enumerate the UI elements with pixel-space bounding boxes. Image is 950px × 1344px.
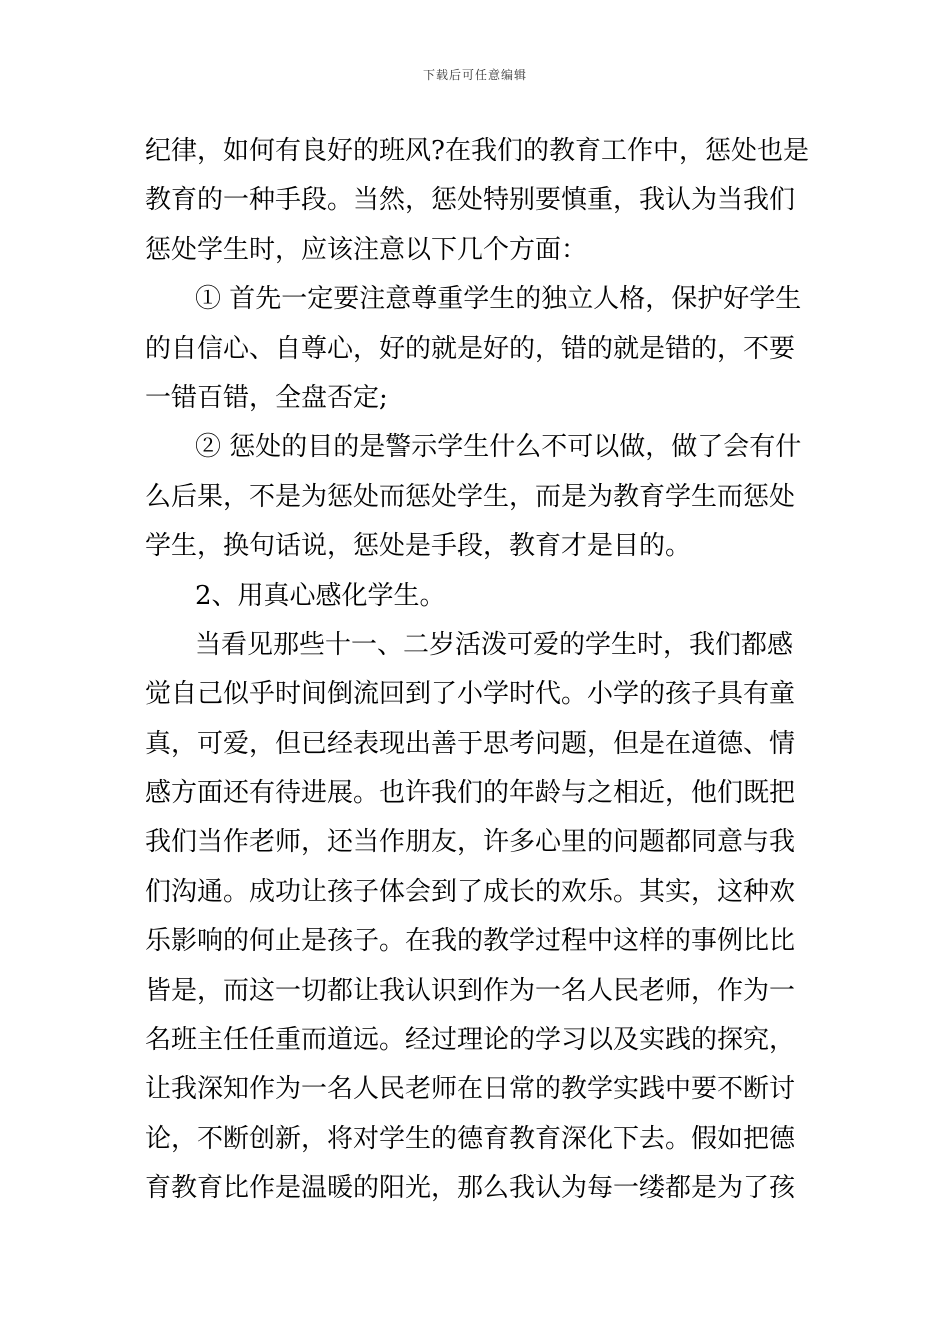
text-line: 乐影响的何止是孩子。在我的教学过程中这样的事例比比 (145, 926, 796, 957)
text-line: ② 惩处的目的是警示学生什么不可以做，做了会有什 (195, 432, 802, 463)
text-line: 皆是，而这一切都让我认识到作为一名人民老师，作为一 (145, 975, 796, 1006)
text-line: 让我深知作为一名人民老师在日常的教学实践中要不断讨 (145, 1074, 796, 1105)
text-line: 的自信心、自尊心，好的就是好的，错的就是错的，不要 (145, 333, 796, 364)
text-line: 2、用真心感化学生。 (195, 580, 446, 611)
text-line: 当看见那些十一、二岁活泼可爱的学生时，我们都感 (195, 629, 794, 660)
text-line: 名班主任任重而道远。经过理论的学习以及实践的探究， (145, 1025, 796, 1056)
document-body (145, 127, 810, 1214)
text-line: 育教育比作是温暖的阳光，那么我认为每一缕都是为了孩 (145, 1173, 796, 1204)
text-line: 一错百错，全盘否定; (145, 382, 388, 413)
text-line: ① 首先一定要注意尊重学生的独立人格，保护好学生 (195, 284, 802, 315)
text-line: 么后果，不是为惩处而惩处学生，而是为教育学生而惩处 (145, 481, 796, 512)
text-line: 真，可爱，但已经表现出善于思考问题，但是在道德、情 (145, 728, 796, 759)
text-line: 教育的一种手段。当然，惩处特别要慎重，我认为当我们 (145, 185, 796, 216)
text-line: 学生，换句话说，惩处是手段，教育才是目的。 (145, 531, 692, 562)
text-line: 感方面还有待进展。也许我们的年龄与之相近，他们既把 (145, 778, 796, 809)
text-line: 论，不断创新，将对学生的德育教育深化下去。假如把德 (145, 1123, 796, 1154)
text-line: 纪律，如何有良好的班风?在我们的教育工作中，惩处也是 (145, 136, 809, 166)
text-line: 们沟通。成功让孩子体会到了成长的欢乐。其实，这种欢 (145, 876, 796, 907)
text-line: 我们当作老师，还当作朋友，许多心里的问题都同意与我 (145, 827, 796, 858)
page-header: 下载后可任意编辑 (422, 68, 527, 82)
text-line: 觉自己似乎时间倒流回到了小学时代。小学的孩子具有童 (145, 679, 796, 710)
text-line: 惩处学生时，应该注意以下几个方面： (145, 234, 588, 265)
